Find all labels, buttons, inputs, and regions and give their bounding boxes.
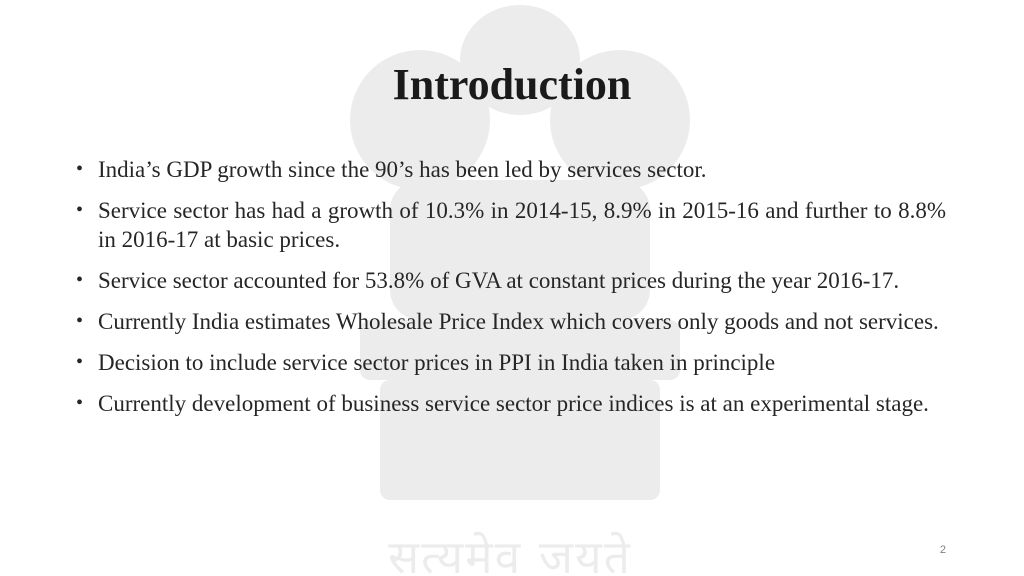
bullet-dot-icon: • xyxy=(76,199,84,221)
bullet-item xyxy=(76,196,946,254)
bullet-text: Service sector accounted for 53.8% of GVA at constant prices during the year 2016-17. xyxy=(98,268,900,293)
bullet-item xyxy=(76,348,946,377)
watermark-motto: सत्यमेव जयते xyxy=(388,530,632,576)
bullet-text: Decision to include service sector prices in PPI in India taken in principle xyxy=(98,350,776,375)
bullet-dot-icon: • xyxy=(76,310,84,332)
bullet-dot-icon: • xyxy=(76,158,84,180)
bullet-list xyxy=(76,155,946,430)
bullet-text: Currently India estimates Wholesale Price Index which covers only goods and not services. xyxy=(98,309,939,334)
page-number: 2 xyxy=(939,544,946,556)
bullet-text: Currently development of business service sector price indices is at an experimental stage. xyxy=(98,391,929,416)
bullet-dot-icon: • xyxy=(76,392,84,414)
bullet-item xyxy=(76,307,946,336)
bullet-text: India’s GDP growth since the 90’s has been led by services sector. xyxy=(98,157,707,182)
bullet-item xyxy=(76,266,946,295)
bullet-item xyxy=(76,155,946,184)
bullet-dot-icon: • xyxy=(76,269,84,291)
bullet-text: Service sector has had a growth of 10.3% in 2014-15, 8.9% in 2015-16 and further to 8.8% in 2016-17 at basic prices. xyxy=(98,198,946,252)
bullet-dot-icon: • xyxy=(76,351,84,373)
slide-title: Introduction xyxy=(392,60,632,109)
bullet-item xyxy=(76,389,946,418)
